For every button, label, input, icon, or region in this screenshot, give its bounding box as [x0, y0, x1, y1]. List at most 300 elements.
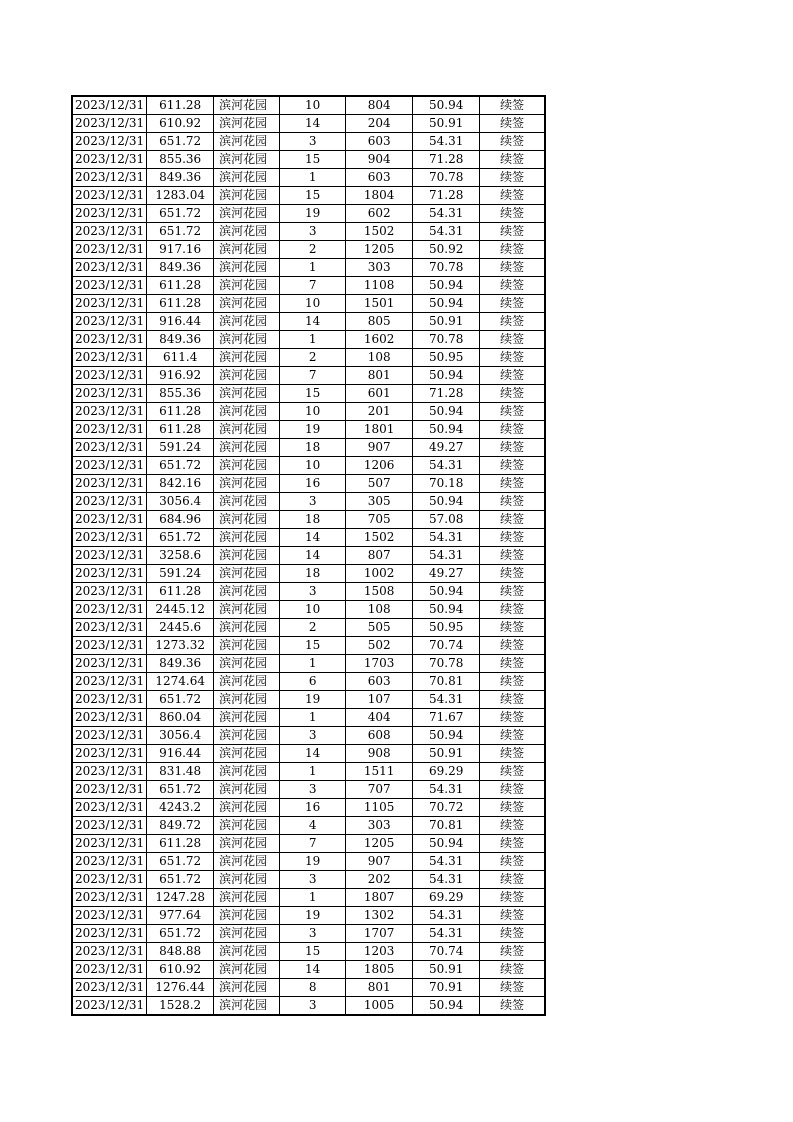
- table-row: [73, 745, 545, 763]
- cell-area: 50.94: [413, 97, 480, 115]
- table-row: [73, 295, 545, 313]
- cell-date: 2023/12/31: [73, 511, 147, 529]
- cell-date: 2023/12/31: [73, 151, 147, 169]
- cell-building: 15: [280, 151, 346, 169]
- cell-building: 2: [280, 349, 346, 367]
- cell-date: 2023/12/31: [73, 871, 147, 889]
- cell-room: 603: [346, 673, 413, 691]
- cell-room: 1707: [346, 925, 413, 943]
- cell-area: 70.91: [413, 979, 480, 997]
- table-row: [73, 115, 545, 133]
- cell-building: 18: [280, 439, 346, 457]
- cell-date: 2023/12/31: [73, 817, 147, 835]
- cell-room: 804: [346, 97, 413, 115]
- table-row: [73, 475, 545, 493]
- cell-room: 1205: [346, 835, 413, 853]
- cell-amount: 1273.32: [147, 637, 214, 655]
- cell-status: 续签: [480, 493, 545, 511]
- cell-building: 1: [280, 889, 346, 907]
- cell-community: 滨河花园: [214, 547, 280, 565]
- cell-date: 2023/12/31: [73, 331, 147, 349]
- cell-room: 801: [346, 367, 413, 385]
- table-row: [73, 979, 545, 997]
- cell-amount: 651.72: [147, 133, 214, 151]
- cell-date: 2023/12/31: [73, 349, 147, 367]
- cell-community: 滨河花园: [214, 511, 280, 529]
- cell-building: 3: [280, 925, 346, 943]
- table-row: [73, 709, 545, 727]
- cell-room: 305: [346, 493, 413, 511]
- cell-status: 续签: [480, 205, 545, 223]
- cell-status: 续签: [480, 583, 545, 601]
- cell-area: 69.29: [413, 889, 480, 907]
- cell-building: 1: [280, 709, 346, 727]
- cell-area: 70.74: [413, 637, 480, 655]
- cell-room: 603: [346, 133, 413, 151]
- cell-area: 50.94: [413, 403, 480, 421]
- cell-room: 1502: [346, 529, 413, 547]
- cell-community: 滨河花园: [214, 907, 280, 925]
- cell-amount: 855.36: [147, 385, 214, 403]
- cell-amount: 2445.12: [147, 601, 214, 619]
- cell-date: 2023/12/31: [73, 691, 147, 709]
- cell-status: 续签: [480, 637, 545, 655]
- cell-building: 10: [280, 457, 346, 475]
- records-table: [72, 96, 545, 1015]
- cell-date: 2023/12/31: [73, 547, 147, 565]
- cell-amount: 610.92: [147, 115, 214, 133]
- table-row: [73, 169, 545, 187]
- cell-area: 50.91: [413, 961, 480, 979]
- cell-amount: 977.64: [147, 907, 214, 925]
- cell-building: 19: [280, 421, 346, 439]
- cell-date: 2023/12/31: [73, 637, 147, 655]
- cell-amount: 917.16: [147, 241, 214, 259]
- cell-area: 54.31: [413, 205, 480, 223]
- cell-status: 续签: [480, 403, 545, 421]
- cell-building: 14: [280, 745, 346, 763]
- cell-community: 滨河花园: [214, 187, 280, 205]
- cell-status: 续签: [480, 907, 545, 925]
- cell-area: 57.08: [413, 511, 480, 529]
- cell-status: 续签: [480, 853, 545, 871]
- cell-community: 滨河花园: [214, 619, 280, 637]
- table-row: [73, 817, 545, 835]
- cell-area: 70.18: [413, 475, 480, 493]
- cell-community: 滨河花园: [214, 889, 280, 907]
- cell-area: 54.31: [413, 133, 480, 151]
- cell-room: 1203: [346, 943, 413, 961]
- cell-room: 1302: [346, 907, 413, 925]
- cell-room: 1002: [346, 565, 413, 583]
- cell-area: 70.72: [413, 799, 480, 817]
- table-row: [73, 781, 545, 799]
- cell-area: 50.94: [413, 583, 480, 601]
- cell-date: 2023/12/31: [73, 529, 147, 547]
- cell-building: 18: [280, 565, 346, 583]
- table-row: [73, 601, 545, 619]
- cell-date: 2023/12/31: [73, 439, 147, 457]
- cell-community: 滨河花园: [214, 781, 280, 799]
- cell-status: 续签: [480, 961, 545, 979]
- cell-date: 2023/12/31: [73, 115, 147, 133]
- cell-area: 70.78: [413, 259, 480, 277]
- table-row: [73, 403, 545, 421]
- cell-status: 续签: [480, 763, 545, 781]
- cell-room: 1508: [346, 583, 413, 601]
- cell-area: 70.78: [413, 169, 480, 187]
- cell-community: 滨河花园: [214, 799, 280, 817]
- cell-amount: 1276.44: [147, 979, 214, 997]
- table-row: [73, 961, 545, 979]
- cell-amount: 651.72: [147, 853, 214, 871]
- cell-date: 2023/12/31: [73, 781, 147, 799]
- cell-community: 滨河花园: [214, 853, 280, 871]
- table-row: [73, 349, 545, 367]
- table-row: [73, 565, 545, 583]
- cell-room: 108: [346, 349, 413, 367]
- cell-date: 2023/12/31: [73, 169, 147, 187]
- cell-area: 70.81: [413, 673, 480, 691]
- table-row: [73, 583, 545, 601]
- cell-building: 15: [280, 187, 346, 205]
- cell-amount: 855.36: [147, 151, 214, 169]
- table-row: [73, 907, 545, 925]
- cell-date: 2023/12/31: [73, 583, 147, 601]
- cell-date: 2023/12/31: [73, 187, 147, 205]
- cell-amount: 651.72: [147, 223, 214, 241]
- cell-amount: 849.36: [147, 259, 214, 277]
- table-row: [73, 205, 545, 223]
- cell-community: 滨河花园: [214, 259, 280, 277]
- cell-date: 2023/12/31: [73, 997, 147, 1015]
- table-row: [73, 457, 545, 475]
- cell-community: 滨河花园: [214, 493, 280, 511]
- cell-amount: 849.36: [147, 331, 214, 349]
- cell-building: 1: [280, 169, 346, 187]
- table-row: [73, 241, 545, 259]
- cell-amount: 651.72: [147, 925, 214, 943]
- cell-status: 续签: [480, 655, 545, 673]
- cell-status: 续签: [480, 421, 545, 439]
- cell-building: 3: [280, 871, 346, 889]
- cell-room: 303: [346, 817, 413, 835]
- cell-building: 14: [280, 313, 346, 331]
- cell-status: 续签: [480, 259, 545, 277]
- cell-room: 204: [346, 115, 413, 133]
- cell-room: 507: [346, 475, 413, 493]
- cell-area: 71.28: [413, 151, 480, 169]
- cell-building: 1: [280, 259, 346, 277]
- cell-status: 续签: [480, 745, 545, 763]
- cell-area: 54.31: [413, 457, 480, 475]
- table-row: [73, 493, 545, 511]
- cell-room: 1602: [346, 331, 413, 349]
- cell-building: 4: [280, 817, 346, 835]
- cell-room: 107: [346, 691, 413, 709]
- cell-room: 202: [346, 871, 413, 889]
- cell-community: 滨河花园: [214, 205, 280, 223]
- table-row: [73, 655, 545, 673]
- cell-room: 807: [346, 547, 413, 565]
- cell-amount: 2445.6: [147, 619, 214, 637]
- cell-room: 108: [346, 601, 413, 619]
- cell-date: 2023/12/31: [73, 943, 147, 961]
- cell-date: 2023/12/31: [73, 295, 147, 313]
- table-row: [73, 223, 545, 241]
- cell-status: 续签: [480, 151, 545, 169]
- cell-room: 1005: [346, 997, 413, 1015]
- cell-community: 滨河花园: [214, 457, 280, 475]
- cell-status: 续签: [480, 97, 545, 115]
- cell-community: 滨河花园: [214, 529, 280, 547]
- cell-building: 14: [280, 529, 346, 547]
- cell-room: 707: [346, 781, 413, 799]
- cell-community: 滨河花园: [214, 925, 280, 943]
- cell-status: 续签: [480, 475, 545, 493]
- cell-area: 50.94: [413, 727, 480, 745]
- cell-amount: 4243.2: [147, 799, 214, 817]
- cell-amount: 651.72: [147, 691, 214, 709]
- cell-area: 54.31: [413, 691, 480, 709]
- cell-status: 续签: [480, 439, 545, 457]
- cell-date: 2023/12/31: [73, 223, 147, 241]
- cell-building: 14: [280, 115, 346, 133]
- cell-status: 续签: [480, 619, 545, 637]
- cell-area: 54.31: [413, 925, 480, 943]
- cell-building: 19: [280, 853, 346, 871]
- cell-area: 71.28: [413, 187, 480, 205]
- cell-room: 1703: [346, 655, 413, 673]
- cell-status: 续签: [480, 565, 545, 583]
- cell-amount: 591.24: [147, 565, 214, 583]
- cell-amount: 611.28: [147, 277, 214, 295]
- cell-building: 3: [280, 223, 346, 241]
- cell-area: 49.27: [413, 439, 480, 457]
- cell-area: 50.94: [413, 997, 480, 1015]
- cell-status: 续签: [480, 871, 545, 889]
- cell-amount: 860.04: [147, 709, 214, 727]
- cell-amount: 684.96: [147, 511, 214, 529]
- table-row: [73, 925, 545, 943]
- cell-community: 滨河花园: [214, 133, 280, 151]
- cell-area: 69.29: [413, 763, 480, 781]
- cell-status: 续签: [480, 349, 545, 367]
- cell-amount: 611.4: [147, 349, 214, 367]
- table-row: [73, 511, 545, 529]
- cell-amount: 1528.2: [147, 997, 214, 1015]
- cell-status: 续签: [480, 925, 545, 943]
- cell-community: 滨河花园: [214, 115, 280, 133]
- cell-community: 滨河花园: [214, 241, 280, 259]
- cell-community: 滨河花园: [214, 871, 280, 889]
- cell-building: 1: [280, 763, 346, 781]
- cell-area: 71.67: [413, 709, 480, 727]
- cell-community: 滨河花园: [214, 673, 280, 691]
- cell-building: 2: [280, 241, 346, 259]
- cell-status: 续签: [480, 223, 545, 241]
- table-row: [73, 277, 545, 295]
- table-row: [73, 97, 545, 115]
- cell-date: 2023/12/31: [73, 727, 147, 745]
- cell-date: 2023/12/31: [73, 889, 147, 907]
- cell-area: 70.78: [413, 331, 480, 349]
- cell-community: 滨河花园: [214, 331, 280, 349]
- cell-date: 2023/12/31: [73, 493, 147, 511]
- cell-community: 滨河花园: [214, 763, 280, 781]
- cell-date: 2023/12/31: [73, 133, 147, 151]
- table-row: [73, 385, 545, 403]
- cell-date: 2023/12/31: [73, 709, 147, 727]
- cell-room: 603: [346, 169, 413, 187]
- cell-area: 70.74: [413, 943, 480, 961]
- cell-room: 201: [346, 403, 413, 421]
- table-row: [73, 619, 545, 637]
- cell-building: 3: [280, 583, 346, 601]
- table-row: [73, 313, 545, 331]
- cell-building: 16: [280, 475, 346, 493]
- cell-room: 801: [346, 979, 413, 997]
- cell-date: 2023/12/31: [73, 205, 147, 223]
- cell-community: 滨河花园: [214, 997, 280, 1015]
- cell-area: 50.94: [413, 493, 480, 511]
- cell-amount: 610.92: [147, 961, 214, 979]
- cell-building: 10: [280, 97, 346, 115]
- cell-date: 2023/12/31: [73, 907, 147, 925]
- cell-community: 滨河花园: [214, 421, 280, 439]
- cell-building: 7: [280, 835, 346, 853]
- cell-date: 2023/12/31: [73, 601, 147, 619]
- cell-room: 1805: [346, 961, 413, 979]
- cell-room: 1807: [346, 889, 413, 907]
- cell-date: 2023/12/31: [73, 979, 147, 997]
- cell-amount: 611.28: [147, 583, 214, 601]
- table-row: [73, 673, 545, 691]
- cell-date: 2023/12/31: [73, 403, 147, 421]
- cell-room: 1511: [346, 763, 413, 781]
- table-row: [73, 547, 545, 565]
- cell-status: 续签: [480, 241, 545, 259]
- table-row: [73, 331, 545, 349]
- cell-date: 2023/12/31: [73, 241, 147, 259]
- cell-amount: 3056.4: [147, 493, 214, 511]
- cell-community: 滨河花园: [214, 97, 280, 115]
- cell-room: 907: [346, 439, 413, 457]
- cell-area: 70.81: [413, 817, 480, 835]
- cell-building: 15: [280, 943, 346, 961]
- cell-date: 2023/12/31: [73, 763, 147, 781]
- cell-community: 滨河花园: [214, 655, 280, 673]
- cell-room: 1205: [346, 241, 413, 259]
- cell-room: 705: [346, 511, 413, 529]
- cell-community: 滨河花园: [214, 691, 280, 709]
- cell-date: 2023/12/31: [73, 835, 147, 853]
- cell-community: 滨河花园: [214, 727, 280, 745]
- cell-status: 续签: [480, 331, 545, 349]
- cell-area: 50.95: [413, 349, 480, 367]
- cell-building: 3: [280, 997, 346, 1015]
- cell-date: 2023/12/31: [73, 799, 147, 817]
- table-row: [73, 871, 545, 889]
- cell-date: 2023/12/31: [73, 745, 147, 763]
- cell-date: 2023/12/31: [73, 457, 147, 475]
- cell-date: 2023/12/31: [73, 853, 147, 871]
- cell-community: 滨河花园: [214, 979, 280, 997]
- cell-building: 15: [280, 385, 346, 403]
- cell-community: 滨河花园: [214, 349, 280, 367]
- cell-amount: 849.36: [147, 169, 214, 187]
- cell-community: 滨河花园: [214, 943, 280, 961]
- cell-area: 50.94: [413, 295, 480, 313]
- cell-status: 续签: [480, 601, 545, 619]
- cell-community: 滨河花园: [214, 709, 280, 727]
- cell-building: 10: [280, 601, 346, 619]
- cell-community: 滨河花园: [214, 601, 280, 619]
- cell-status: 续签: [480, 979, 545, 997]
- cell-amount: 1274.64: [147, 673, 214, 691]
- cell-date: 2023/12/31: [73, 565, 147, 583]
- cell-community: 滨河花园: [214, 817, 280, 835]
- cell-amount: 651.72: [147, 781, 214, 799]
- cell-community: 滨河花园: [214, 583, 280, 601]
- cell-area: 54.31: [413, 529, 480, 547]
- cell-room: 502: [346, 637, 413, 655]
- cell-building: 7: [280, 277, 346, 295]
- table-row: [73, 889, 545, 907]
- cell-building: 10: [280, 403, 346, 421]
- cell-date: 2023/12/31: [73, 925, 147, 943]
- cell-area: 54.31: [413, 853, 480, 871]
- cell-room: 608: [346, 727, 413, 745]
- cell-building: 19: [280, 691, 346, 709]
- cell-date: 2023/12/31: [73, 313, 147, 331]
- cell-date: 2023/12/31: [73, 673, 147, 691]
- cell-status: 续签: [480, 187, 545, 205]
- cell-room: 601: [346, 385, 413, 403]
- cell-status: 续签: [480, 277, 545, 295]
- cell-date: 2023/12/31: [73, 97, 147, 115]
- cell-building: 3: [280, 133, 346, 151]
- cell-status: 续签: [480, 997, 545, 1015]
- cell-amount: 651.72: [147, 529, 214, 547]
- cell-community: 滨河花园: [214, 169, 280, 187]
- cell-building: 16: [280, 799, 346, 817]
- cell-status: 续签: [480, 313, 545, 331]
- table-row: [73, 943, 545, 961]
- cell-room: 404: [346, 709, 413, 727]
- cell-room: 1501: [346, 295, 413, 313]
- cell-room: 1108: [346, 277, 413, 295]
- cell-amount: 848.88: [147, 943, 214, 961]
- cell-room: 1206: [346, 457, 413, 475]
- cell-status: 续签: [480, 511, 545, 529]
- cell-community: 滨河花园: [214, 313, 280, 331]
- table-row: [73, 367, 545, 385]
- cell-community: 滨河花园: [214, 745, 280, 763]
- cell-date: 2023/12/31: [73, 277, 147, 295]
- cell-building: 14: [280, 961, 346, 979]
- cell-date: 2023/12/31: [73, 961, 147, 979]
- cell-amount: 611.28: [147, 295, 214, 313]
- cell-building: 19: [280, 907, 346, 925]
- cell-amount: 611.28: [147, 835, 214, 853]
- cell-area: 50.94: [413, 601, 480, 619]
- cell-status: 续签: [480, 673, 545, 691]
- cell-amount: 3258.6: [147, 547, 214, 565]
- table-row: [73, 151, 545, 169]
- table-row: [73, 997, 545, 1015]
- cell-community: 滨河花园: [214, 475, 280, 493]
